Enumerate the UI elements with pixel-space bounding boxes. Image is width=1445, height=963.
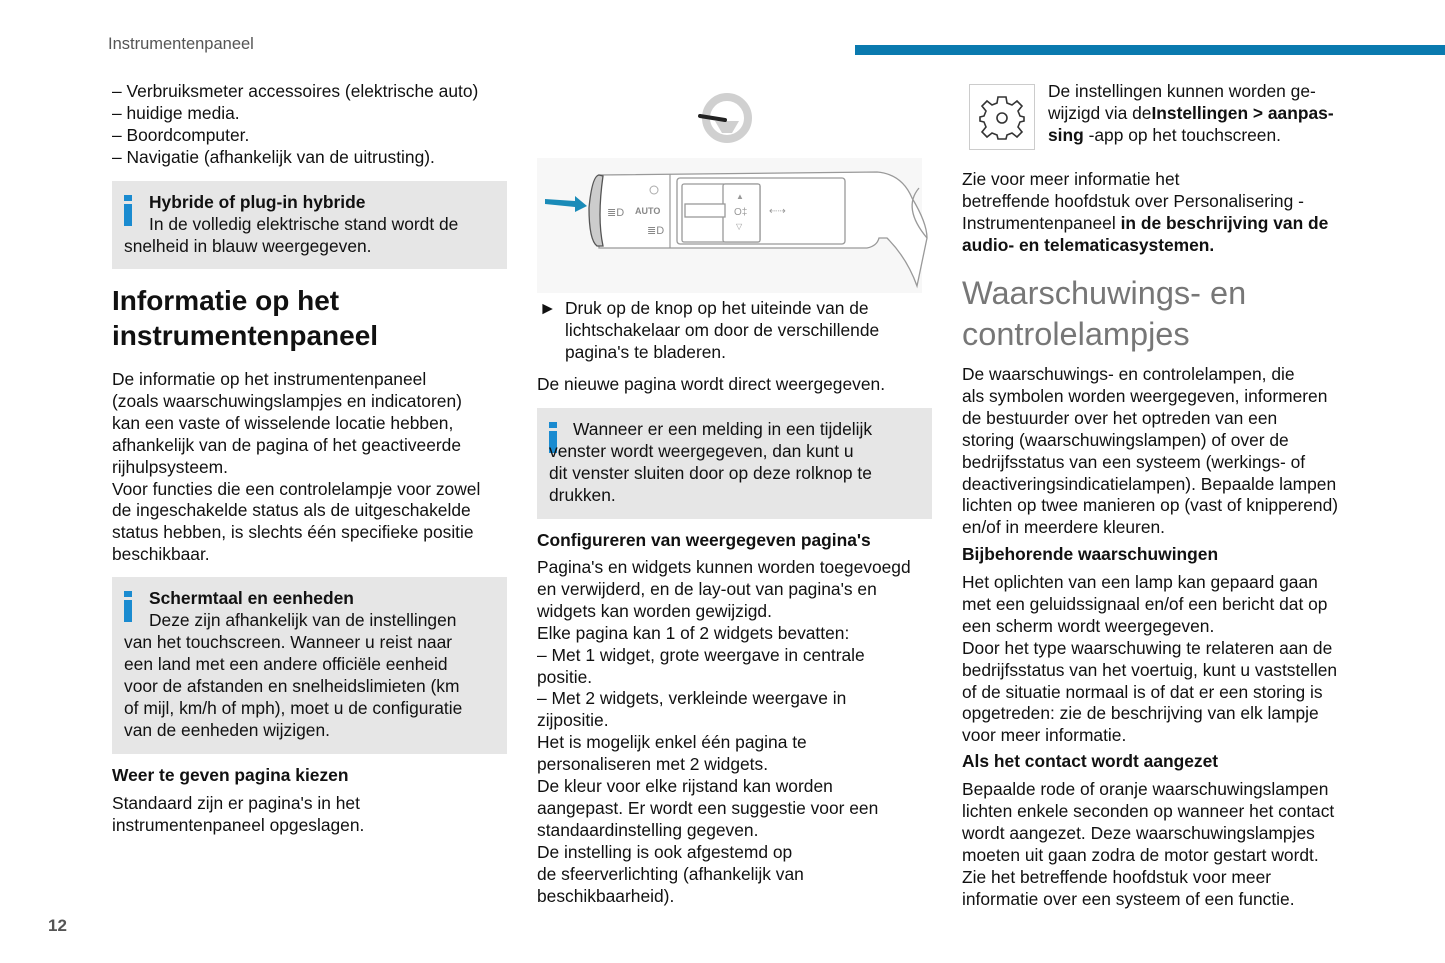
svg-text:▲: ▲ xyxy=(736,192,744,201)
bullet-text: Druk op de knop op het uiteinde van de lichtschakelaar om door de verschillende pagina's te bladeren. xyxy=(565,298,880,362)
info-box-hybrid xyxy=(112,181,507,269)
section-heading: Waarschuwings- en controlelampjes xyxy=(962,275,1247,352)
svg-text:≣D: ≣D xyxy=(607,207,625,219)
bullet-marker-icon: ► xyxy=(539,298,557,318)
subheading: Als het contact wordt aangezet xyxy=(962,751,1219,771)
settings-gear-box xyxy=(969,84,1035,150)
paragraph: Het oplichten van een lamp kan gepaard gaan met een geluidssignaal en/of een bericht dat op een scherm wordt weergegeven. Door het type waarschuwing te relateren aan de bedrijfsstatus van het voertuig, kunt u vaststellen of de situatie normaal is of dat er een storing is opgetreden: zie de beschrijving van elk lampje voor meer informatie. xyxy=(962,572,1338,746)
svg-text:O‡: O‡ xyxy=(734,207,748,218)
page-number: 12 xyxy=(48,916,67,935)
subheading: Bijbehorende waarschuwingen xyxy=(962,544,1219,564)
settings-note xyxy=(1048,81,1368,147)
subheading: Weer te geven pagina kiezen xyxy=(112,765,349,785)
paragraph: De nieuwe pagina wordt direct weergegeven. xyxy=(537,374,886,394)
paragraph: Bepaalde rode of oranje waarschuwingslampen lichten enkele seconden op wanneer het contact wordt aangezet. Deze waarschuwingslampjes moeten uit gaan zodra de motor gestart wordt. Zie het betreffende hoofdstuk voor meer informatie over een systeem of een functie. xyxy=(962,779,1335,909)
note-text: De instellingen kunnen worden ge- wijzigd via de xyxy=(1048,81,1316,123)
info-title: Schermtaal en eenheden xyxy=(149,588,354,608)
paragraph: Pagina's en widgets kunnen worden toegevoegd en verwijderd, en de lay-out van pagina's en widgets kan worden gewijzigd. Elke pagina kan 1 of 2 widgets bevatten: – Met 1 widget, grote weergave in centrale positie. – Met 2 widgets, verkleinde weergave in zijpositie. Het is mogelijk enkel één pagina te personaliseren met 2 widgets. De kleur voor elke rijstand kan worden aangepast. Er wordt een suggestie voor een standaardinstelling gegeven. De instelling is ook afgestemd op de sfeerverlichting (afhankelijk van beschikbaarheid). xyxy=(537,557,911,906)
note-text: -app op het touchscreen. xyxy=(1083,124,1281,145)
running-header: Instrumentenpaneel xyxy=(108,35,254,53)
reference-text: in de beschrijving van de audio- en telematicasystemen. xyxy=(962,212,1329,255)
feature-list: – Verbruiksmeter accessoires (elektrische auto) – huidige media. – Boordcomputer. – Navigatie (afhankelijk van de uitrusting). xyxy=(112,81,479,167)
paragraph: De waarschuwings- en controlelampen, die als symbolen worden weergegeven, informeren de bestuurder over het optreden van een storing (waarschuwingslampen) of over de bedrijfsstatus van een systeem (werkings- of deactiveringsindicatielampen). Bepaalde lampen lichten op twee manieren op (vast of knipperend) en/of in meerdere kleuren. xyxy=(962,364,1339,538)
info-title: Hybride of plug-in hybride xyxy=(149,192,366,212)
paragraph: De informatie op het instrumentenpaneel (zoals waarschuwingslampjes en indicatoren) kan een vaste of wisselende locatie hebben, afhankelijk van de pagina of het geactiveerde rijhulpsysteem. Voor functies die een controlelampje voor zowel de ingeschakelde status als de uitgeschakelde status hebben, is slechts één specifieke positie beschikbaar. xyxy=(112,369,481,565)
svg-text:⇠⇢: ⇠⇢ xyxy=(769,206,786,217)
settings-path: Instellingen > aanpas- sing xyxy=(1048,102,1334,145)
header-accent-bar xyxy=(855,45,1445,55)
light-switch-illustration xyxy=(537,88,932,293)
steering-wheel-icon xyxy=(700,97,748,139)
paragraph: Standaard zijn er pagina's in het instrumentenpaneel opgeslagen. xyxy=(112,793,365,835)
info-text: Wanneer er een melding in een tijdelijk venster wordt weergegeven, dan kunt u dit venster sluiten door op deze rolknop te drukken. xyxy=(549,419,873,505)
gear-icon xyxy=(970,85,1034,149)
info-text: In de volledig elektrische stand wordt de snelheid in blauw weergegeven. xyxy=(124,214,459,256)
see-more-note xyxy=(962,169,1382,257)
auto-label: AUTO xyxy=(635,206,661,216)
info-text: Deze zijn afhankelijk van de instellingen van het touchscreen. Wanneer u reist naar een land met een andere officiële eenheid voor de afstanden en snelheidslimieten (km of mijl, km/h of mph), moet u de configuratie van de eenheden wijzigen. xyxy=(124,610,463,740)
section-heading: Informatie op het instrumentenpaneel xyxy=(112,285,379,351)
svg-text:▽: ▽ xyxy=(736,222,743,231)
subheading: Configureren van weergegeven pagina's xyxy=(537,530,871,550)
svg-text:≣D: ≣D xyxy=(647,225,665,237)
info-box-language xyxy=(112,577,507,754)
info-box-message xyxy=(537,408,932,519)
note-text: Zie voor meer informatie het betreffende hoofdstuk over Personalisering - Instrumentenpaneel xyxy=(962,169,1304,233)
